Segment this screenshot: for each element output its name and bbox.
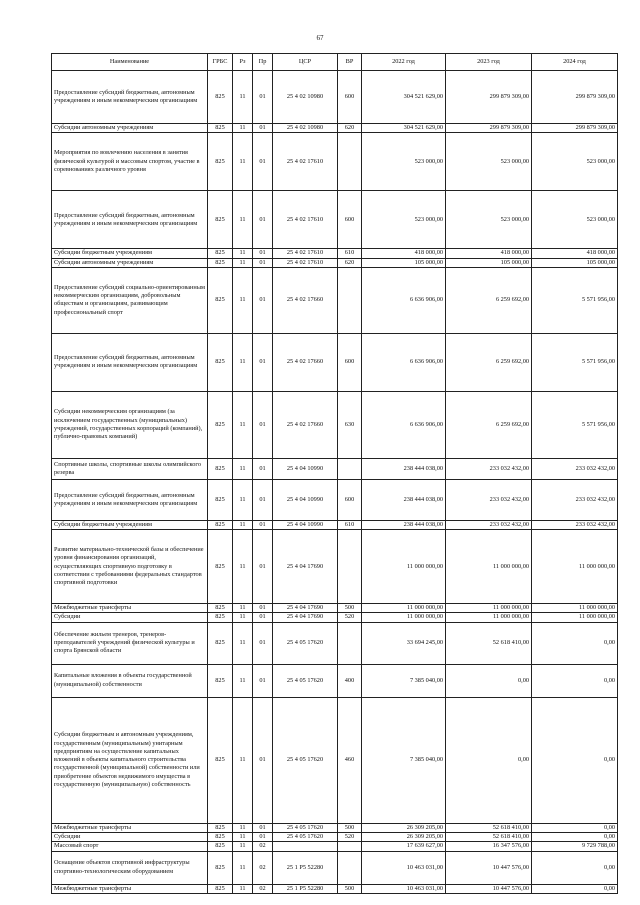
cell-name: Капитальные вложения в объекты государственной (муниципальной) собственности <box>52 664 208 697</box>
cell-name: Обеспечение жильем тренеров, тренеров-преподавателей учреждений физической культуры и спорта Брянской области <box>52 622 208 664</box>
cell-y2023: 299 879 309,00 <box>446 124 532 133</box>
cell-y2023: 233 032 432,00 <box>446 479 532 520</box>
cell-vr: 620 <box>338 124 362 133</box>
cell-rz: 11 <box>233 458 253 479</box>
cell-name: Спортивные школы, спортивные школы олимпийского резерва <box>52 458 208 479</box>
cell-y2022: 523 000,00 <box>362 191 446 249</box>
cell-pr: 01 <box>253 191 273 249</box>
cell-grbs: 825 <box>208 258 233 267</box>
table-row <box>52 258 618 267</box>
cell-rz: 11 <box>233 613 253 622</box>
cell-y2024: 0,00 <box>532 697 618 823</box>
cell-vr <box>338 530 362 604</box>
cell-pr: 01 <box>253 697 273 823</box>
cell-name: Развитие материально-технической базы и обеспечение уровня финансирования организаций, осуществляющих спортивную подготовку в соответствии с требованиями федеральных стандартов спортивной подготовки <box>52 530 208 604</box>
cell-pr: 01 <box>253 833 273 842</box>
cell-name: Массовый спорт <box>52 842 208 851</box>
cell-rz: 11 <box>233 520 253 529</box>
cell-y2024: 523 000,00 <box>532 191 618 249</box>
cell-y2023: 105 000,00 <box>446 258 532 267</box>
cell-rz: 11 <box>233 191 253 249</box>
cell-y2024: 233 032 432,00 <box>532 458 618 479</box>
cell-pr: 01 <box>253 124 273 133</box>
cell-grbs: 825 <box>208 458 233 479</box>
cell-y2022: 17 639 627,00 <box>362 842 446 851</box>
cell-rz: 11 <box>233 333 253 391</box>
cell-csr: 25 4 05 17620 <box>273 823 338 832</box>
cell-grbs: 825 <box>208 823 233 832</box>
cell-rz: 11 <box>233 851 253 884</box>
cell-y2023: 6 259 692,00 <box>446 391 532 458</box>
header-grbs: ГРБС <box>208 54 233 71</box>
cell-rz: 11 <box>233 664 253 697</box>
cell-rz: 11 <box>233 133 253 191</box>
cell-vr: 520 <box>338 833 362 842</box>
cell-grbs: 825 <box>208 604 233 613</box>
cell-grbs: 825 <box>208 267 233 333</box>
cell-pr: 01 <box>253 333 273 391</box>
cell-grbs: 825 <box>208 884 233 893</box>
cell-rz: 11 <box>233 124 253 133</box>
cell-y2024: 105 000,00 <box>532 258 618 267</box>
cell-vr: 600 <box>338 479 362 520</box>
cell-y2022: 33 694 245,00 <box>362 622 446 664</box>
cell-y2024: 0,00 <box>532 851 618 884</box>
cell-csr: 25 4 05 17620 <box>273 697 338 823</box>
cell-csr: 25 4 04 10990 <box>273 458 338 479</box>
cell-name: Субсидии <box>52 833 208 842</box>
cell-vr <box>338 622 362 664</box>
cell-y2022: 304 521 629,00 <box>362 71 446 124</box>
cell-y2022: 418 000,00 <box>362 249 446 258</box>
cell-grbs: 825 <box>208 520 233 529</box>
cell-vr: 500 <box>338 884 362 893</box>
table-row <box>52 884 618 893</box>
cell-vr: 610 <box>338 520 362 529</box>
cell-rz: 11 <box>233 479 253 520</box>
cell-grbs: 825 <box>208 133 233 191</box>
header-rz: Рз <box>233 54 253 71</box>
cell-y2023: 16 347 576,00 <box>446 842 532 851</box>
cell-name: Мероприятия по вовлечению населения в занятия физической культурой и массовым спортом, участие в соревнованиях различного уровня <box>52 133 208 191</box>
cell-name: Субсидии бюджетным учреждениям <box>52 520 208 529</box>
cell-vr: 610 <box>338 249 362 258</box>
cell-y2022: 238 444 038,00 <box>362 458 446 479</box>
cell-grbs: 825 <box>208 530 233 604</box>
cell-grbs: 825 <box>208 613 233 622</box>
cell-pr: 01 <box>253 249 273 258</box>
header-2024: 2024 год <box>532 54 618 71</box>
table-row <box>52 613 618 622</box>
cell-vr: 600 <box>338 71 362 124</box>
cell-csr: 25 4 04 10990 <box>273 479 338 520</box>
cell-csr: 25 4 02 10980 <box>273 71 338 124</box>
cell-csr: 25 4 05 17620 <box>273 664 338 697</box>
cell-name: Межбюджетные трансферты <box>52 823 208 832</box>
cell-rz: 11 <box>233 391 253 458</box>
cell-y2024: 418 000,00 <box>532 249 618 258</box>
cell-name: Оснащение объектов спортивной инфраструктуры спортивно-технологическим оборудованием <box>52 851 208 884</box>
cell-y2023: 11 000 000,00 <box>446 604 532 613</box>
cell-vr <box>338 133 362 191</box>
cell-pr: 01 <box>253 613 273 622</box>
cell-y2024: 233 032 432,00 <box>532 479 618 520</box>
cell-y2022: 7 385 040,00 <box>362 664 446 697</box>
table-row <box>52 249 618 258</box>
table-row <box>52 267 618 333</box>
cell-vr: 500 <box>338 604 362 613</box>
cell-name: Межбюджетные трансферты <box>52 604 208 613</box>
cell-y2024: 5 571 956,00 <box>532 391 618 458</box>
cell-y2024: 9 729 788,00 <box>532 842 618 851</box>
cell-y2023: 299 879 309,00 <box>446 71 532 124</box>
cell-pr: 01 <box>253 664 273 697</box>
table-header-row <box>52 54 618 71</box>
table-row <box>52 191 618 249</box>
cell-rz: 11 <box>233 823 253 832</box>
table-row <box>52 71 618 124</box>
cell-csr: 25 4 05 17620 <box>273 833 338 842</box>
cell-grbs: 825 <box>208 249 233 258</box>
cell-rz: 11 <box>233 884 253 893</box>
cell-vr: 630 <box>338 391 362 458</box>
cell-y2022: 105 000,00 <box>362 258 446 267</box>
cell-y2022: 10 463 031,00 <box>362 851 446 884</box>
cell-grbs: 825 <box>208 479 233 520</box>
cell-rz: 11 <box>233 258 253 267</box>
cell-pr: 01 <box>253 71 273 124</box>
cell-grbs: 825 <box>208 833 233 842</box>
table-row <box>52 133 618 191</box>
table-row <box>52 124 618 133</box>
cell-pr: 01 <box>253 604 273 613</box>
cell-csr <box>273 842 338 851</box>
cell-y2023: 52 618 410,00 <box>446 622 532 664</box>
cell-y2023: 418 000,00 <box>446 249 532 258</box>
cell-y2023: 6 259 692,00 <box>446 333 532 391</box>
header-2023: 2023 год <box>446 54 532 71</box>
table-row <box>52 833 618 842</box>
cell-y2023: 6 259 692,00 <box>446 267 532 333</box>
cell-y2024: 299 879 309,00 <box>532 124 618 133</box>
cell-grbs: 825 <box>208 124 233 133</box>
cell-y2022: 10 463 031,00 <box>362 884 446 893</box>
cell-vr: 500 <box>338 823 362 832</box>
cell-grbs: 825 <box>208 333 233 391</box>
table-row <box>52 604 618 613</box>
cell-name: Субсидии некоммерческим организациям (за исключением государственных (муниципальных) учреждений, государственных корпораций (компаний), публично-правовых компаний) <box>52 391 208 458</box>
cell-rz: 11 <box>233 71 253 124</box>
cell-csr: 25 4 04 17690 <box>273 613 338 622</box>
cell-grbs: 825 <box>208 664 233 697</box>
cell-y2024: 0,00 <box>532 823 618 832</box>
table-row <box>52 842 618 851</box>
cell-rz: 11 <box>233 249 253 258</box>
cell-rz: 11 <box>233 622 253 664</box>
cell-y2023: 233 032 432,00 <box>446 458 532 479</box>
cell-rz: 11 <box>233 530 253 604</box>
table-row <box>52 458 618 479</box>
cell-csr: 25 4 02 17610 <box>273 133 338 191</box>
cell-vr <box>338 458 362 479</box>
cell-y2023: 52 618 410,00 <box>446 823 532 832</box>
cell-y2024: 233 032 432,00 <box>532 520 618 529</box>
cell-y2024: 523 000,00 <box>532 133 618 191</box>
cell-csr: 25 4 04 17690 <box>273 530 338 604</box>
cell-y2022: 7 385 040,00 <box>362 697 446 823</box>
cell-grbs: 825 <box>208 622 233 664</box>
header-name: Наименование <box>52 54 208 71</box>
cell-y2024: 5 571 956,00 <box>532 333 618 391</box>
table-row <box>52 530 618 604</box>
cell-y2022: 11 000 000,00 <box>362 613 446 622</box>
table-row <box>52 622 618 664</box>
cell-grbs: 825 <box>208 71 233 124</box>
cell-vr <box>338 851 362 884</box>
cell-vr: 520 <box>338 613 362 622</box>
cell-rz: 11 <box>233 697 253 823</box>
cell-csr: 25 1 P5 52280 <box>273 884 338 893</box>
cell-csr: 25 4 02 17610 <box>273 258 338 267</box>
cell-y2024: 5 571 956,00 <box>532 267 618 333</box>
cell-pr: 01 <box>253 258 273 267</box>
cell-pr: 01 <box>253 622 273 664</box>
header-csr: ЦСР <box>273 54 338 71</box>
cell-y2023: 11 000 000,00 <box>446 530 532 604</box>
cell-y2023: 10 447 576,00 <box>446 851 532 884</box>
cell-pr: 02 <box>253 884 273 893</box>
cell-rz: 11 <box>233 842 253 851</box>
cell-rz: 11 <box>233 267 253 333</box>
cell-y2022: 238 444 038,00 <box>362 479 446 520</box>
table-row <box>52 333 618 391</box>
cell-csr: 25 4 02 10980 <box>273 124 338 133</box>
cell-pr: 02 <box>253 851 273 884</box>
cell-name: Предоставление субсидий бюджетным, автономным учреждениям и иным некоммерческим организациям <box>52 479 208 520</box>
cell-vr: 400 <box>338 664 362 697</box>
cell-y2022: 6 636 906,00 <box>362 267 446 333</box>
cell-name: Предоставление субсидий бюджетным, автономным учреждениям и иным некоммерческим организациям <box>52 333 208 391</box>
cell-y2022: 11 000 000,00 <box>362 530 446 604</box>
cell-y2023: 523 000,00 <box>446 133 532 191</box>
cell-y2022: 11 000 000,00 <box>362 604 446 613</box>
cell-name: Субсидии <box>52 613 208 622</box>
cell-vr: 600 <box>338 191 362 249</box>
cell-pr: 01 <box>253 479 273 520</box>
cell-y2023: 0,00 <box>446 664 532 697</box>
cell-pr: 01 <box>253 133 273 191</box>
cell-name: Предоставление субсидий социально-ориентированным некоммерческим организациям, добровольным обществам и организациям, развивающим профессиональный спорт <box>52 267 208 333</box>
cell-y2024: 0,00 <box>532 622 618 664</box>
cell-pr: 01 <box>253 391 273 458</box>
cell-csr: 25 4 04 10990 <box>273 520 338 529</box>
table-row <box>52 823 618 832</box>
cell-grbs: 825 <box>208 391 233 458</box>
cell-name: Предоставление субсидий бюджетным, автономным учреждениям и иным некоммерческим организациям <box>52 71 208 124</box>
cell-grbs: 825 <box>208 191 233 249</box>
cell-csr: 25 4 02 17660 <box>273 267 338 333</box>
cell-y2022: 238 444 038,00 <box>362 520 446 529</box>
cell-csr: 25 4 04 17690 <box>273 604 338 613</box>
cell-y2023: 10 447 576,00 <box>446 884 532 893</box>
budget-table <box>51 53 618 894</box>
cell-name: Субсидии автономным учреждениям <box>52 124 208 133</box>
cell-pr: 01 <box>253 520 273 529</box>
page-number: 67 <box>316 34 324 42</box>
cell-pr: 01 <box>253 823 273 832</box>
table-row <box>52 664 618 697</box>
cell-y2022: 523 000,00 <box>362 133 446 191</box>
cell-csr: 25 4 02 17610 <box>273 191 338 249</box>
cell-y2022: 26 309 205,00 <box>362 833 446 842</box>
cell-csr: 25 4 02 17610 <box>273 249 338 258</box>
cell-rz: 11 <box>233 604 253 613</box>
cell-grbs: 825 <box>208 842 233 851</box>
cell-y2024: 299 879 309,00 <box>532 71 618 124</box>
header-vr: ВР <box>338 54 362 71</box>
cell-csr: 25 4 05 17620 <box>273 622 338 664</box>
cell-name: Субсидии автономным учреждениям <box>52 258 208 267</box>
cell-csr: 25 4 02 17660 <box>273 333 338 391</box>
cell-pr: 01 <box>253 458 273 479</box>
cell-y2024: 11 000 000,00 <box>532 530 618 604</box>
cell-grbs: 825 <box>208 851 233 884</box>
cell-csr: 25 4 02 17660 <box>273 391 338 458</box>
cell-y2022: 26 309 205,00 <box>362 823 446 832</box>
cell-y2023: 523 000,00 <box>446 191 532 249</box>
cell-csr: 25 1 P5 52280 <box>273 851 338 884</box>
cell-y2024: 0,00 <box>532 833 618 842</box>
cell-y2023: 0,00 <box>446 697 532 823</box>
cell-y2023: 11 000 000,00 <box>446 613 532 622</box>
cell-y2022: 304 521 629,00 <box>362 124 446 133</box>
cell-y2024: 11 000 000,00 <box>532 604 618 613</box>
header-pr: Пр <box>253 54 273 71</box>
table-row <box>52 479 618 520</box>
cell-y2023: 233 032 432,00 <box>446 520 532 529</box>
cell-vr <box>338 267 362 333</box>
table-row <box>52 520 618 529</box>
cell-y2023: 52 618 410,00 <box>446 833 532 842</box>
cell-grbs: 825 <box>208 697 233 823</box>
cell-name: Субсидии бюджетным учреждениям <box>52 249 208 258</box>
header-2022: 2022 год <box>362 54 446 71</box>
cell-vr <box>338 842 362 851</box>
cell-pr: 01 <box>253 267 273 333</box>
cell-y2022: 6 636 906,00 <box>362 391 446 458</box>
cell-y2024: 11 000 000,00 <box>532 613 618 622</box>
cell-vr: 600 <box>338 333 362 391</box>
cell-pr: 02 <box>253 842 273 851</box>
cell-vr: 460 <box>338 697 362 823</box>
cell-vr: 620 <box>338 258 362 267</box>
cell-y2022: 6 636 906,00 <box>362 333 446 391</box>
cell-name: Субсидии бюджетным и автономным учреждениям, государственным (муниципальным) унитарным предприятиям на осуществление капитальных вложений в объекты капитального строительства государственной (муниципальной) собственности или приобретение объектов недвижимого имущества в государственную (муниципальную) собственность <box>52 697 208 823</box>
cell-pr: 01 <box>253 530 273 604</box>
cell-name: Предоставление субсидий бюджетным, автономным учреждениям и иным некоммерческим организациям <box>52 191 208 249</box>
table-row <box>52 697 618 823</box>
cell-name: Межбюджетные трансферты <box>52 884 208 893</box>
table-row <box>52 851 618 884</box>
cell-rz: 11 <box>233 833 253 842</box>
table-row <box>52 391 618 458</box>
cell-y2024: 0,00 <box>532 884 618 893</box>
cell-y2024: 0,00 <box>532 664 618 697</box>
